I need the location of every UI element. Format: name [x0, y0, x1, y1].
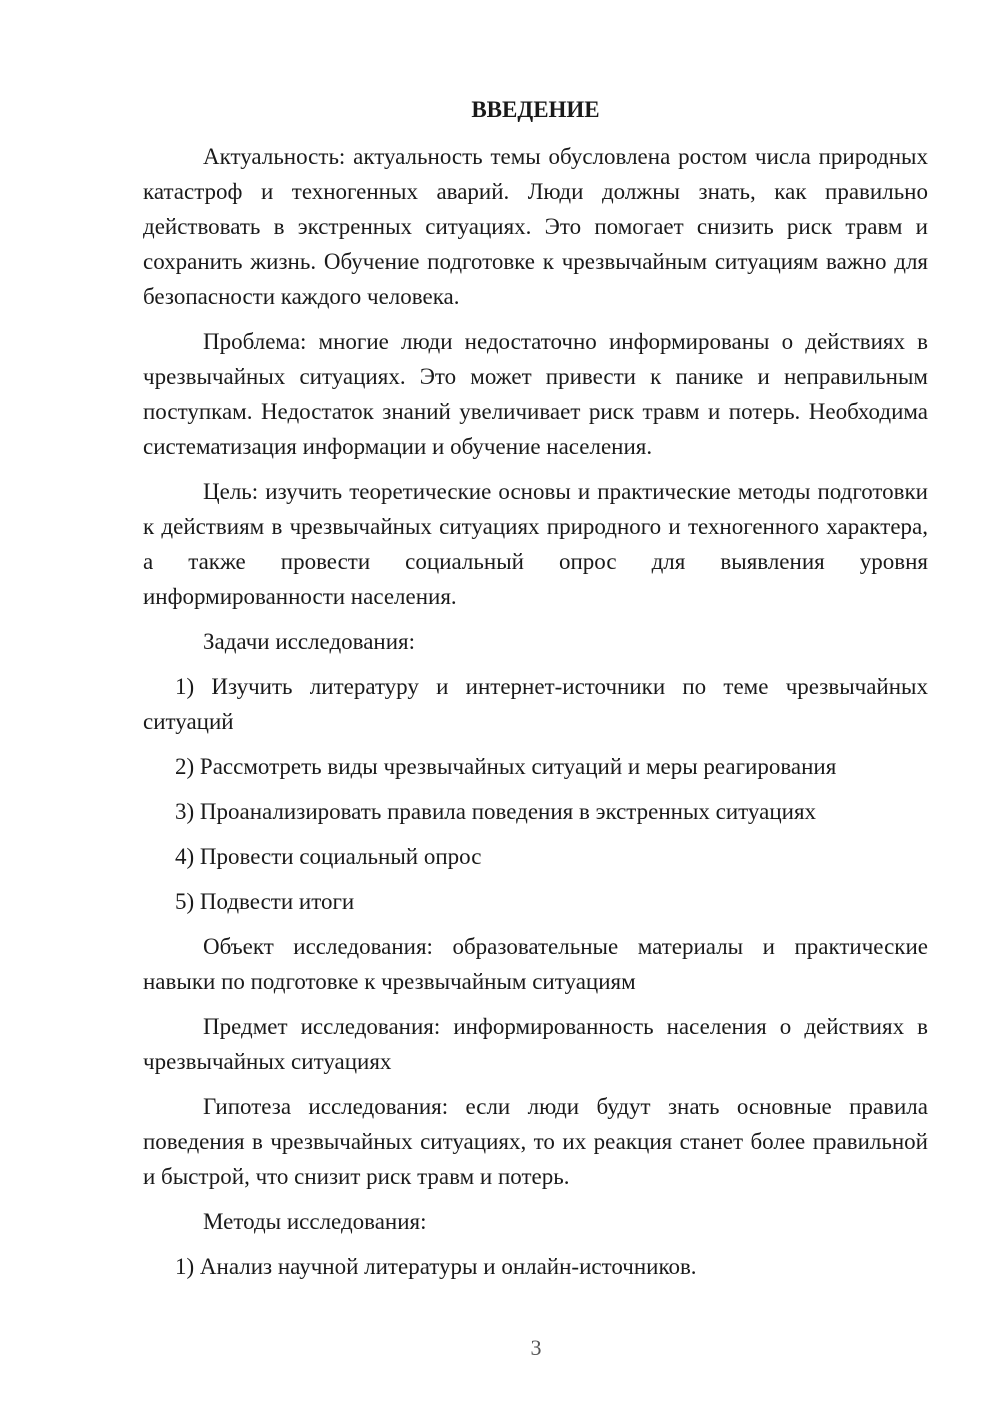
task-item: 3) Проанализировать правила поведения в экстренных ситуациях — [175, 799, 817, 824]
goal-paragraph: Цель: изучить теоретические основы и практические методы подготовки к действиям в чрезвычайных ситуациях природного и техногенного характера, а также провести социальный опрос для выявления уровня информированности населения. — [143, 479, 928, 609]
document-body — [143, 92, 928, 1294]
tasks-heading: Задачи исследования: — [203, 629, 416, 654]
methods-heading: Методы исследования: — [203, 1209, 427, 1234]
problem-paragraph: Проблема: многие люди недостаточно информированы о действиях в чрезвычайных ситуациях. Это может привести к панике и неправильным поступкам. Недостаток знаний увеличивает риск травм и потерь. Необходима систематизация информации и обучение населения. — [143, 329, 928, 459]
object-paragraph: Объект исследования: образовательные материалы и практические навыки по подготовке к чрезвычайным ситуациям — [143, 934, 928, 994]
task-item: 1) Изучить литературу и интернет-источники по теме чрезвычайных ситуаций — [143, 674, 928, 734]
subject-paragraph: Предмет исследования: информированность населения о действиях в чрезвычайных ситуациях — [143, 1014, 928, 1074]
method-item: 1) Анализ научной литературы и онлайн-источников. — [175, 1254, 697, 1279]
task-item: 4) Провести социальный опрос — [175, 844, 482, 869]
page-number: 3 — [530, 1335, 542, 1360]
task-item: 2) Рассмотреть виды чрезвычайных ситуаций и меры реагирования — [175, 754, 837, 779]
hypothesis-paragraph: Гипотеза исследования: если люди будут знать основные правила поведения в чрезвычайных ситуациях, то их реакция станет более правильной и быстрой, что снизит риск травм и потерь. — [143, 1094, 928, 1189]
task-item: 5) Подвести итоги — [175, 889, 355, 914]
section-title: ВВЕДЕНИЕ — [471, 97, 600, 122]
relevance-paragraph: Актуальность: актуальность темы обусловлена ростом числа природных катастроф и техногенных аварий. Люди должны знать, как правильно действовать в экстренных ситуациях. Это помогает снизить риск травм и сохранить жизнь. Обучение подготовке к чрезвычайным ситуациям важно для безопасности каждого человека. — [143, 144, 928, 309]
